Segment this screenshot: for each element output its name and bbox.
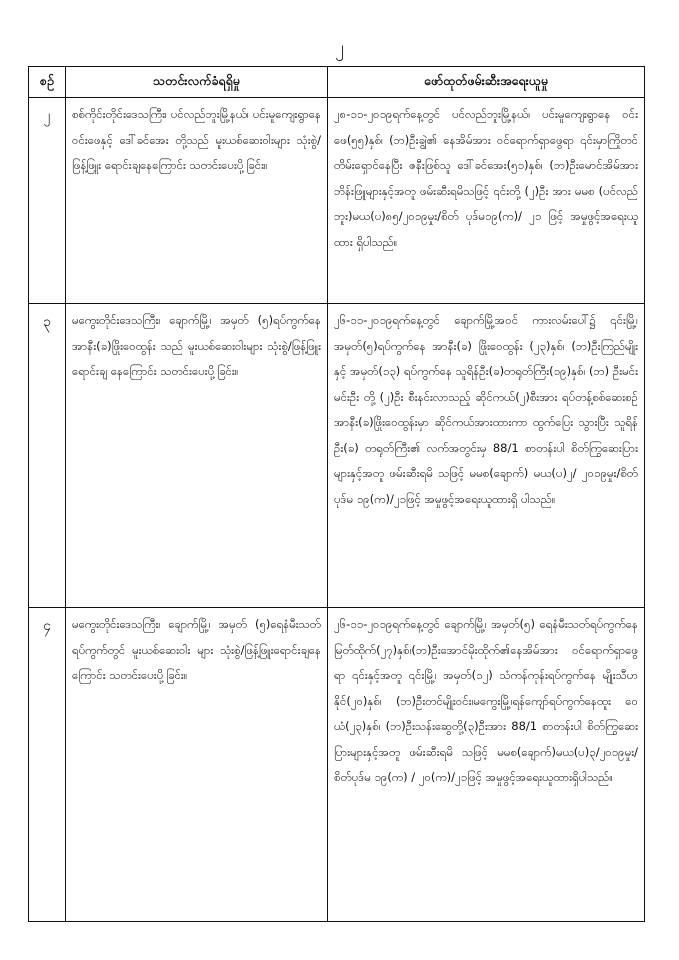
report-table [28,66,645,922]
table-row [29,304,645,608]
row-action-taken: ၂၆-၁၁-၂၀၁၉ရက်နေ့တွင် ချောက်မြို့၊ အမှတ်(၅) ရေနံမီးသတ်ရပ်ကွက်နေ မြတ်ထိုက်(၂၇)နှစ်၊(ဘ)ဦးအောင်မိုးထိုက်၏နေအိမ်အား ဝင်ရောက်ရှာဖွေရာ ၎င်းနှင့်အတူ ၎င်းမြို့၊ အမှတ်(၁၂) သံကန်ကုန်းရပ်ကွက်နေ မျိုးသီဟနိုင်(၂၀)နှစ်၊ (ဘ)ဦးတင်မျိုးဝင်း၊မကွေးမြို့၊ရန်ကျော်ရပ်ကွက်နေထူး ဝေယံ(၂၃)နှစ်၊ (ဘ)ဦးသန်းဆွေတို့(၃)ဦးအား 88/1 စာတန်းပါ စိတ်ကြွဆေးပြားများနှင့်အတူ ဖမ်းဆီးရမိ သဖြင့် မမစ(ချောက်)မယ(ပ)၃/၂၀၁၉မှုး/စိတ်ပုဒ်မ ၁၉(က) / ၂၀(က)/၂၁ဖြင့် အမှုဖွင့်အရေးယူထားရှိပါသည်။ [328,608,645,922]
row-serial-no: ၄ [29,608,66,922]
table-header-row [29,67,645,98]
row-information-received: စစ်ကိုင်းတိုင်းဒေသကြီး၊ ပင်လည်ဘူးမြို့နယ်၊ ပင်းမူကျေးရွာနေ ဝင်းဖေနှင့် ဒေါ်ခင်အေး တို့သည် မူးယစ်ဆေးဝါးများ သုံးစွဲ/ဖြန့်ဖြူး ရောင်းချနေကြောင်း သတင်းပေးပို့ခြင်း။ [66,98,328,304]
header-serial-no: စဉ် [29,67,66,98]
row-serial-no: ၂ [29,98,66,304]
table-row [29,608,645,922]
page-number: ၂ [335,37,344,58]
row-information-received: မကွေးတိုင်းဒေသကြီး၊ ချောက်မြို့၊ အမှတ် (၅)ရေနံမီးသတ်ရပ်ကွက်တွင် မူးယစ်ဆေးဝါး များ သုံးစွဲ/ဖြန့်ဖြူးရောင်းချနေကြောင်း သတင်းပေးပို့ခြင်း။ [66,608,328,922]
row-information-received: မကွေးတိုင်းဒေသကြီး၊ ချောက်မြို့၊ အမှတ် (၅)ရပ်ကွက်နေ အာနီး(ခ)ဖြိုးဝေထွန်း သည် မူးယစ်ဆေးဝါးများ သုံးစွဲ/ဖြန့်ဖြူးရောင်းချ နေကြောင်း သတင်းပေးပို့ခြင်း။ [66,304,328,608]
row-action-taken: ၂၈-၁၁-၂၀၁၉ရက်နေ့တွင် ပင်လည်ဘူးမြို့နယ်၊ ပင်းမူကျေးရွာနေ ဝင်းဖေ(၅၅)နှစ်၊ (ဘ)ဦးချွဲ၏ နေအိမ်အား ဝင်ရောက်ရှာဖွေရာ ၎င်းမှာကြိုတင်တိမ်းရှောင်နေပြီး ဇနီးဖြစ်သူ ဒေါ်ခင်အေး(၅၁)နှစ်၊ (ဘ)ဦးမောင်အိမ်အား ဘိန်းဖြူများနှင့်အတူ ဖမ်းဆီးရမိသဖြင့် ၎င်းတို့ (၂)ဦး အား မမစ (ပင်လည်ဘူး)မယ(ပ)၈၅/၂၀၁၉မှုး/စိတ် ပုဒ်မ၁၉(က)/ ၂၁ ဖြင့် အမှုဖွင့်အရေးယူထား ရှိပါသည်။ [328,98,645,304]
header-information-received: သတင်းလက်ခံရရှိမှု [66,67,328,98]
table-row [29,98,645,304]
header-action-taken: ဖော်ထုတ်ဖမ်းဆီးအရေးယူမှု [328,67,645,98]
row-serial-no: ၃ [29,304,66,608]
row-action-taken: ၂၆-၁၁-၂၀၁၉ရက်နေ့တွင် ချောက်မြို့အဝင် ကားလမ်းပေါ်၌ ၎င်းမြို့၊ အမှတ်(၅)ရပ်ကွက်နေ အာနီး(ခ) ဖြိုးဝေထွန်း (၂၃)နှစ်၊ (ဘ)ဦးကြည်မျိုးနှင့် အမှတ်(၁၃) ရပ်ကွက်နေ သူရိန်ဦး(ခ)တရုတ်ကြီး(၁၉)နှစ်၊ (ဘ) ဦးမင်းမင်းဦး တို့ (၂)ဦး စီးနင်းလာသည့် ဆိုင်ကယ်(၂)စီးအား ရပ်တန့်စစ်ဆေးစဉ် အာနီး(ခ)ဖြိုးဝေထွန်းမှာ ဆိုင်ကယ်အားထားကာ ထွက်ပြေး သွားပြီး သူရိန်ဦး(ခ) တရုတ်ကြီး၏ လက်အတွင်းမှ 88/1 စာတန်းပါ စိတ်ကြွဆေးပြားများနှင့်အတူ ဖမ်းဆီးရမိ သဖြင့် မမစ(ချောက်) မယ(ပ)၂/ ၂၀၁၉မှုး/စိတ်ပုဒ်မ ၁၉(က)/၂၁ဖြင့် အမှုဖွင့်အရေးယူထားရှိ ပါသည်။ [328,304,645,608]
